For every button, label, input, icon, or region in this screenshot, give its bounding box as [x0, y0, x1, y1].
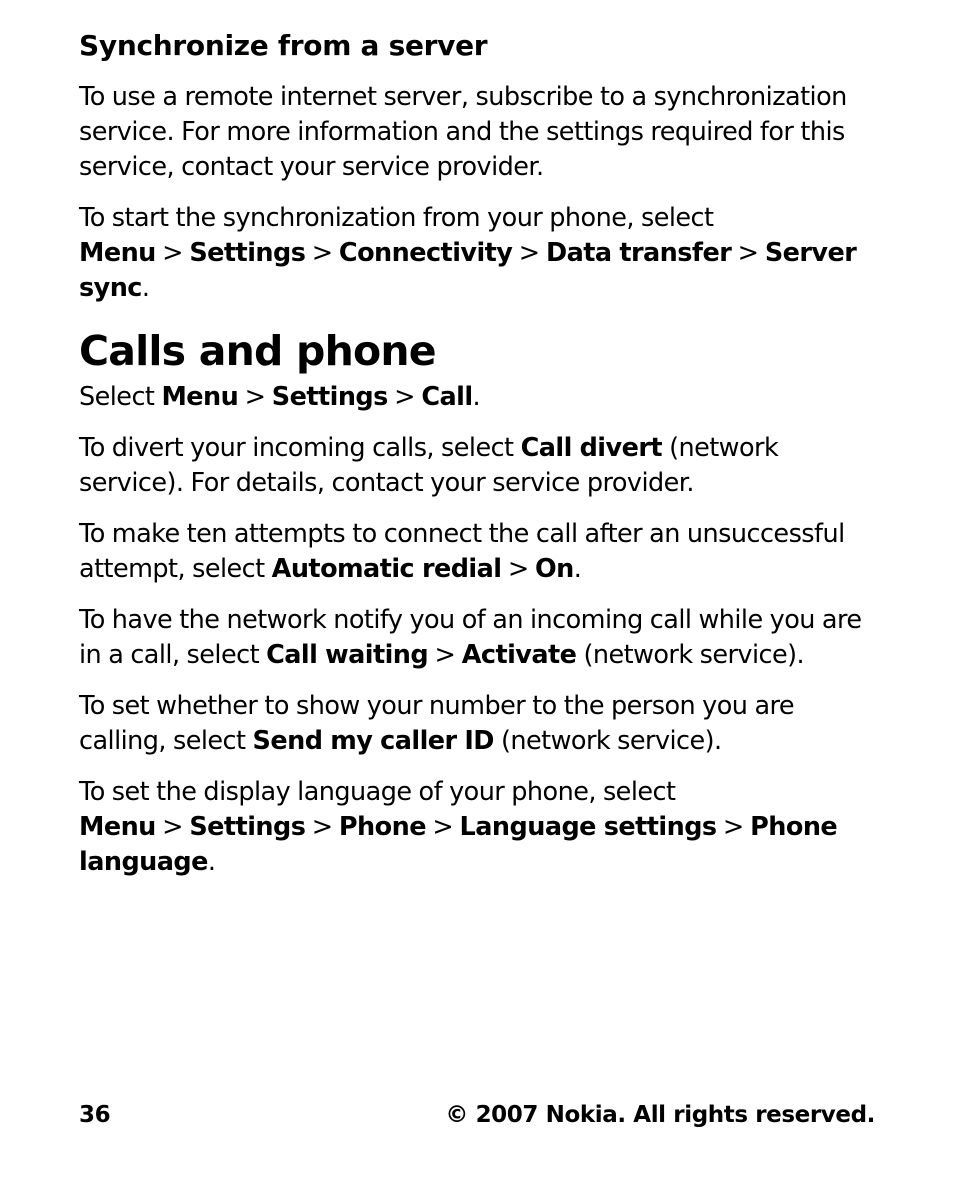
sentence-end: .: [573, 554, 582, 584]
calls-paragraph-2: [79, 431, 879, 501]
menu-path-item: Language settings: [459, 812, 717, 842]
path-separator: >: [162, 238, 183, 268]
divert-text-end: (network service). For details, contact your service provider.: [79, 433, 779, 498]
sentence-end: .: [207, 847, 216, 877]
menu-path-item: Phone language: [79, 812, 838, 877]
calls-paragraph-6: [79, 775, 879, 880]
path-separator: >: [432, 812, 454, 842]
caller-id-text: To set whether to show your number to the person you are calling, select: [79, 691, 795, 756]
menu-path-item: Menu: [79, 812, 156, 842]
calls-paragraph-1: [79, 380, 879, 415]
waiting-text: To have the network notify you of an incoming call while you are in a call, select: [79, 605, 862, 670]
sync-paragraph-1: To use a remote internet server, subscribe to a synchronization service. For more information and the settings required for this service, contact your service provider.: [79, 82, 847, 182]
sentence-end: .: [141, 273, 150, 303]
page-content: [79, 28, 879, 896]
page-number: 36: [79, 1102, 111, 1128]
path-separator: >: [162, 812, 183, 842]
menu-path-item: Settings: [189, 238, 306, 268]
calls-paragraph-4: [79, 603, 879, 673]
menu-path-item: Server sync: [79, 238, 857, 303]
calls-paragraph-5: [79, 689, 879, 759]
menu-path-item: Data transfer: [545, 238, 732, 268]
language-text: To set the display language of your phone, select: [79, 777, 676, 807]
menu-path-item: Activate: [461, 640, 577, 670]
menu-option: Send my caller ID: [252, 726, 494, 756]
copyright-notice: © 2007 Nokia. All rights reserved.: [445, 1102, 875, 1128]
sync-paragraph-2: [79, 201, 879, 306]
section-title-sync: Synchronize from a server: [79, 29, 488, 62]
path-separator: >: [434, 640, 456, 670]
divert-text: To divert your incoming calls, select: [79, 433, 514, 463]
menu-path-item: Menu: [161, 382, 239, 412]
menu-path-item: Settings: [189, 812, 306, 842]
path-separator: >: [722, 812, 744, 842]
menu-option: Call divert: [520, 433, 662, 463]
calls-intro-text: Select: [79, 382, 155, 412]
menu-path-item: Call waiting: [266, 640, 429, 670]
waiting-text-end: (network service).: [583, 640, 805, 670]
menu-path-item: Automatic redial: [271, 554, 502, 584]
menu-path-item: Settings: [271, 382, 388, 412]
path-separator: >: [507, 554, 529, 584]
redial-text: To make ten attempts to connect the call after an unsuccessful attempt, select: [79, 519, 845, 584]
path-separator: >: [311, 812, 333, 842]
menu-path-item: Menu: [79, 238, 156, 268]
sentence-end: .: [472, 382, 481, 412]
sync-intro-text: To start the synchronization from your phone, select: [79, 203, 714, 233]
path-separator: >: [518, 238, 540, 268]
path-separator: >: [311, 238, 333, 268]
menu-path-item: Call: [421, 382, 473, 412]
calls-paragraph-3: [79, 517, 879, 587]
caller-id-text-end: (network service).: [500, 726, 722, 756]
menu-path-item: On: [535, 554, 574, 584]
path-separator: >: [244, 382, 266, 412]
menu-path-item: Phone: [338, 812, 426, 842]
menu-path-item: Connectivity: [338, 238, 513, 268]
path-separator: >: [394, 382, 415, 412]
section-title-calls: Calls and phone: [79, 327, 436, 375]
path-separator: >: [737, 238, 759, 268]
